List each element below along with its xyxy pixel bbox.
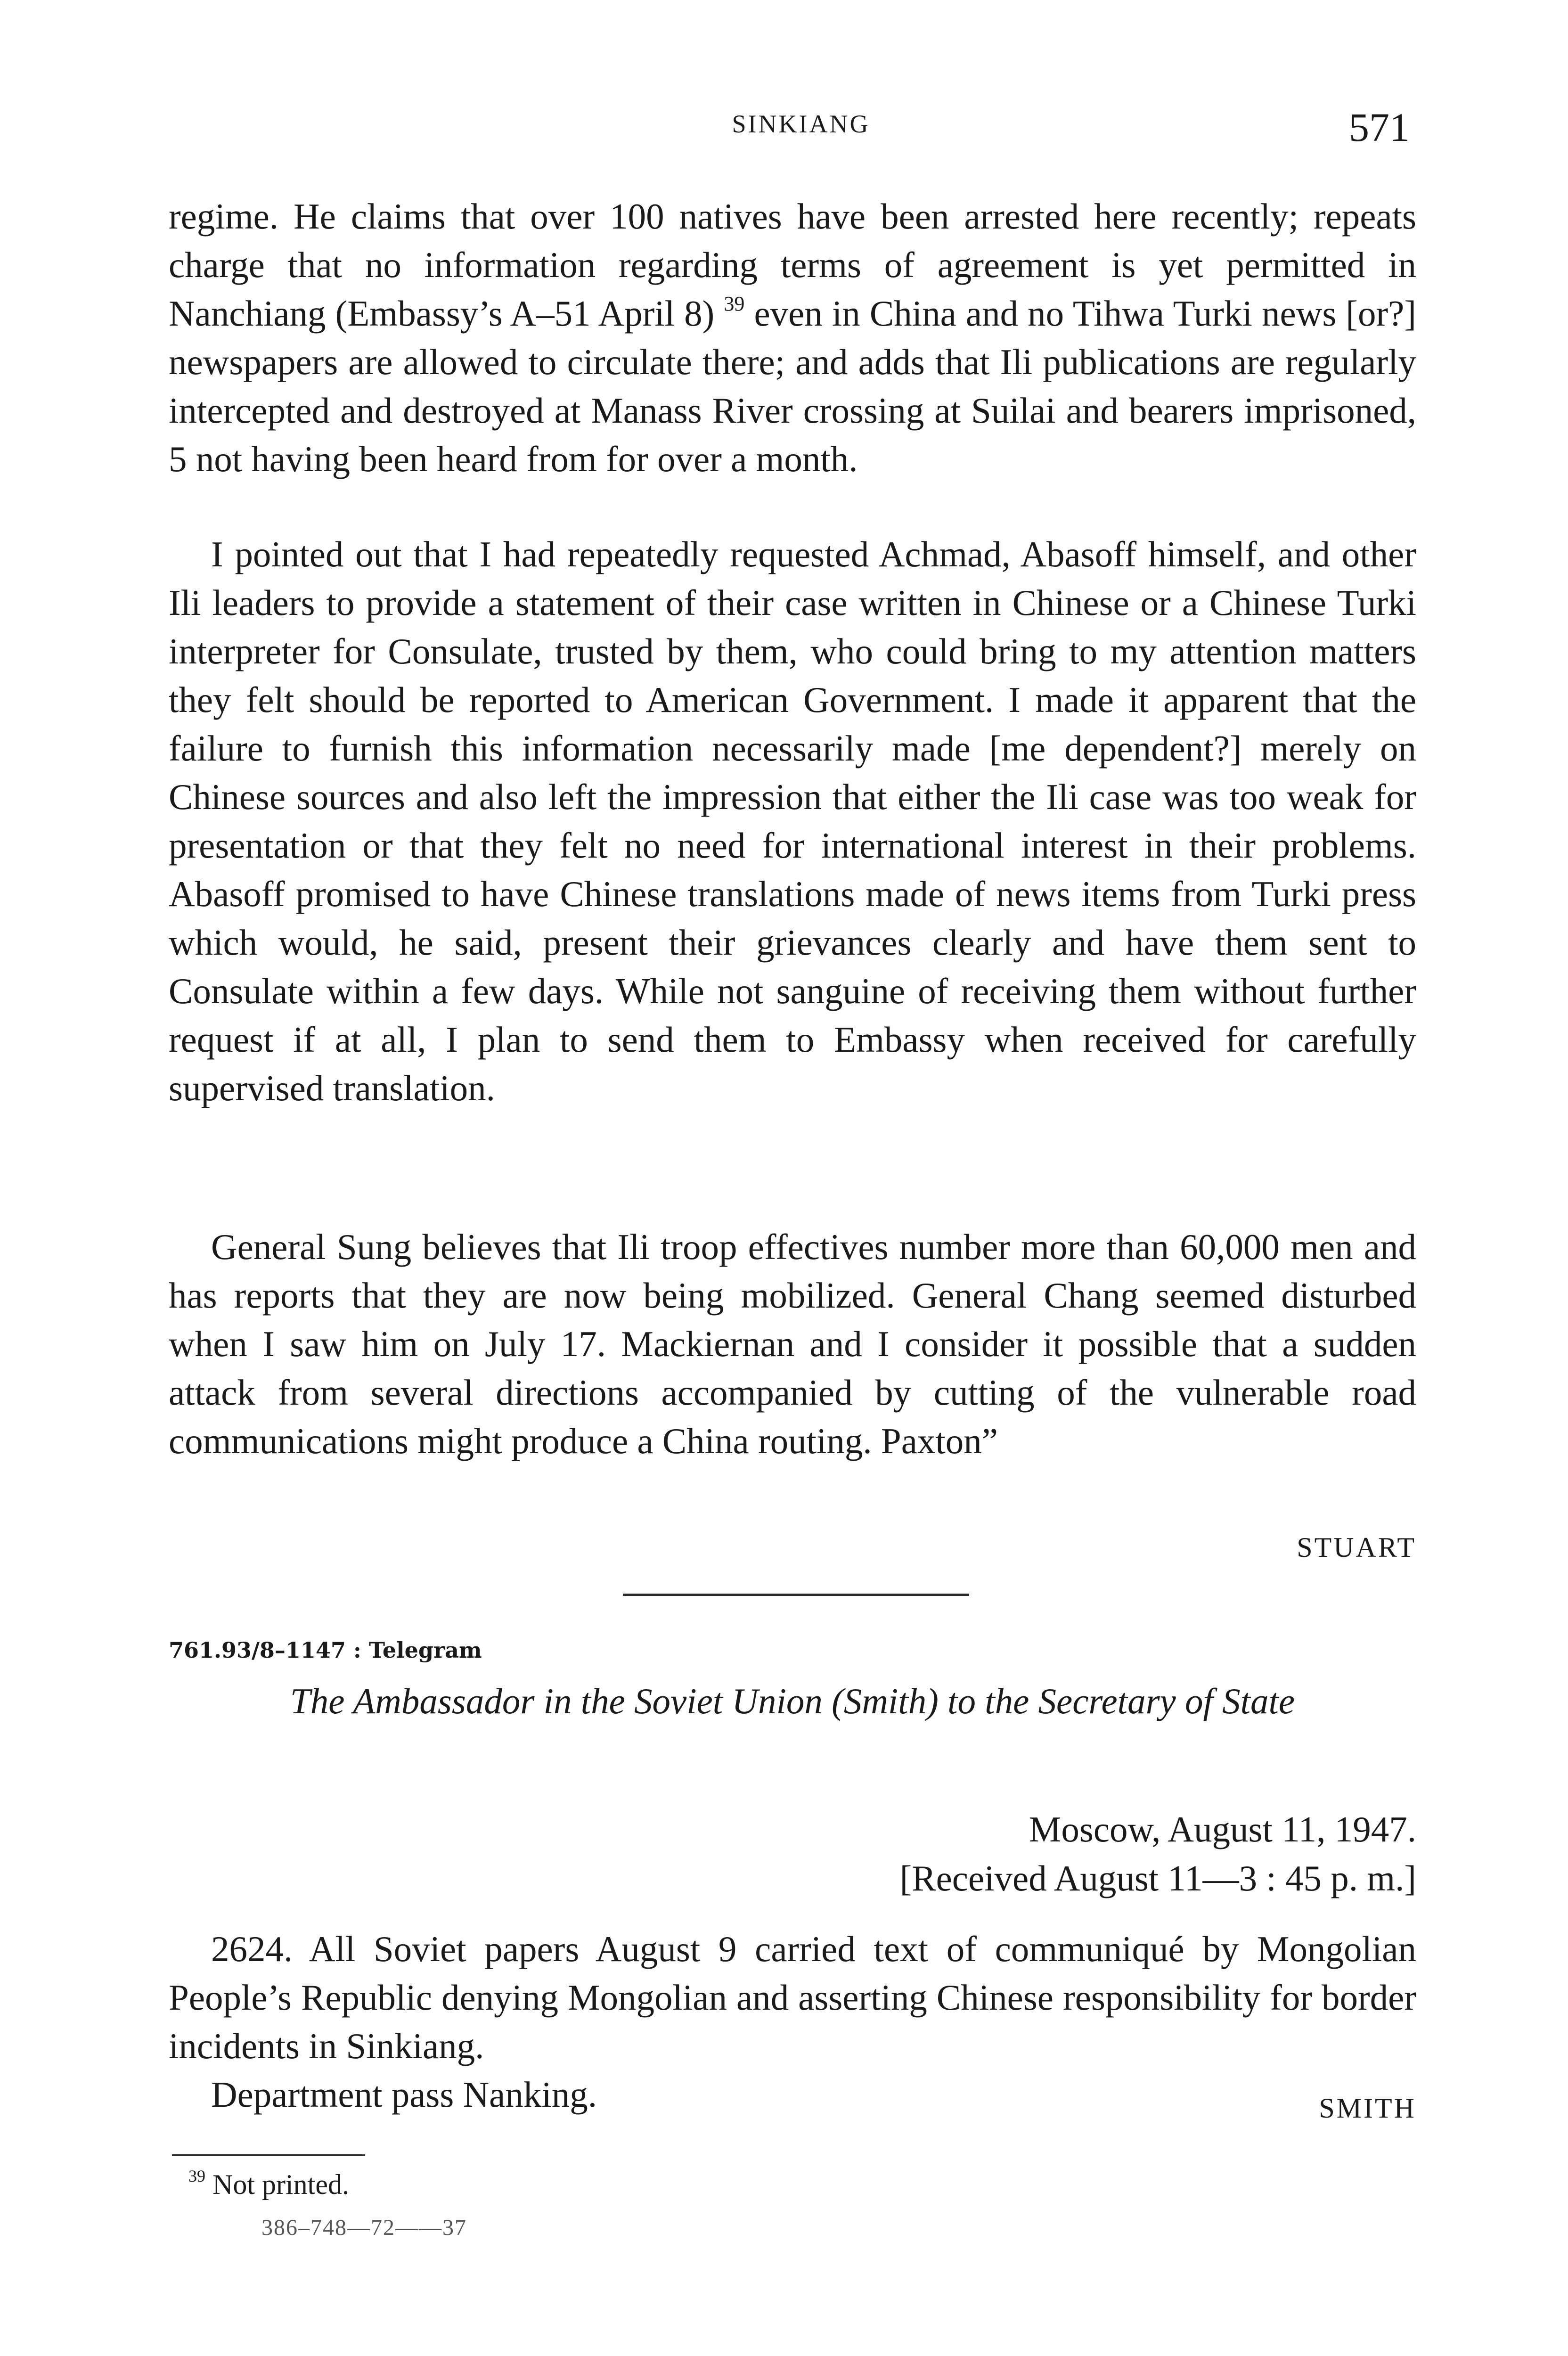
- dateline: Moscow, August 11, 1947.: [1029, 1809, 1416, 1849]
- paragraph-regime: [169, 192, 1416, 483]
- paragraph-pointed-out: [169, 530, 1416, 1113]
- telegram-body: [169, 1925, 1416, 2119]
- paragraph-text: 2624. All Soviet papers August 9 carried text of communiqué by Mongolian People’s Republic denying Mongolian and asserting Chinese responsibility for border incidents in Sinkiang.: [169, 1929, 1416, 2066]
- paragraph-text: Department pass Nanking.: [211, 2074, 597, 2115]
- received-line: [Received August 11—3 : 45 p. m.]: [899, 1858, 1416, 1898]
- signature-stuart: STUART: [1297, 1532, 1416, 1563]
- paragraph-text: even in China and no Tihwa Turki news [or?] newspapers are allowed to circulate there; and adds that Ili publications are regularly intercepted and destroyed at Manass River crossing at Suilai and bearers imprisoned, 5 not having been heard from for over a month.: [169, 293, 1417, 479]
- page-number: 571: [1349, 105, 1410, 150]
- paragraph-text: General Sung believes that Ili troop effectives number more than 60,000 men and has reports that they are now being mobilized. General Chang seemed disturbed when I saw him on July 17. Mackiernan and I consider it possible that a sudden attack from several directions accompanied by cutting of the vulnerable road communications might produce a China routing. Paxton”: [169, 1227, 1416, 1461]
- footnote-marker: 39: [188, 2167, 205, 2185]
- print-code: 386–748—72——37: [261, 2215, 467, 2240]
- paragraph-text: I pointed out that I had repeatedly requested Achmad, Abasoff himself, and other Ili leaders to provide a statement of their case written in Chinese or a Chinese Turki interpreter for Consulate, trusted by them, who could bring to my attention matters they felt should be reported to American Government. I made it apparent that the failure to furnish this information necessarily made [me dependent?] merely on Chinese sources and also left the impression that either the Ili case was too weak for presentation or that they felt no need for international interest in their problems. Abasoff promised to have Chinese translations made of news items from Turki press which would, he said, present their grievances clearly and have them sent to Consulate within a few days. While not sanguine of receiving them without further request if at all, I plan to send them to Embassy when received for carefully supervised translation.: [169, 534, 1416, 1108]
- running-head: SINKIANG: [732, 110, 870, 138]
- section-divider: [623, 1594, 969, 1596]
- paragraph-general-sung: [169, 1223, 1416, 1465]
- footnote: [188, 2168, 349, 2201]
- footnote-reference: 39: [724, 292, 745, 315]
- paragraph-text: regime. He claims that over 100 natives have been arrested here recently; repeats charge that no information regarding terms of agreement is yet permitted in Nanchiang (Embassy’s A–51 April 8): [169, 196, 1416, 334]
- footnote-divider: [172, 2154, 365, 2156]
- document-reference: 761.93/8–1147 : Telegram: [169, 1637, 482, 1663]
- document-title: The Ambassador in the Soviet Union (Smith) to the Secretary of State: [290, 1681, 1295, 1721]
- signature-smith: SMITH: [1319, 2093, 1416, 2124]
- footnote-text: Not printed.: [212, 2169, 349, 2200]
